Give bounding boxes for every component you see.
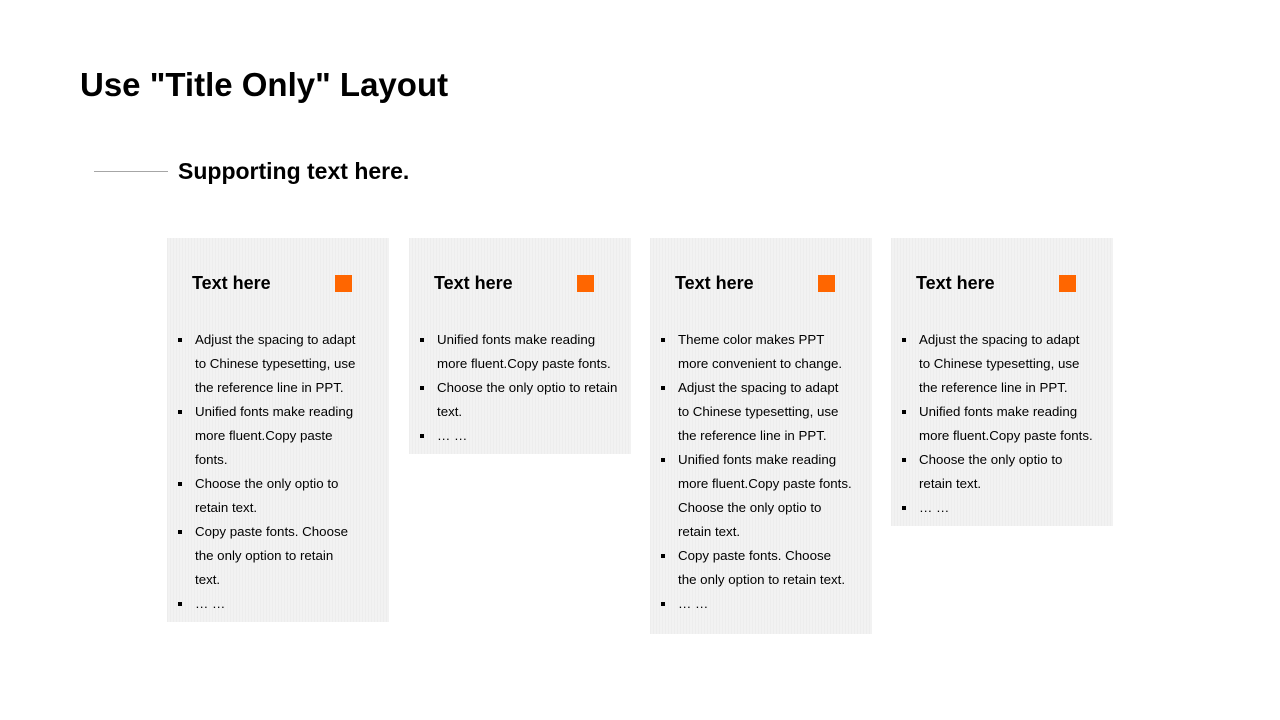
accent-square-icon: [1059, 275, 1076, 292]
text-card-1: [167, 238, 389, 622]
bullet-item: Copy paste fonts. Choose the only option to retain text.: [650, 544, 864, 592]
card-header: [167, 238, 389, 328]
bullet-item: Adjust the spacing to adapt to Chinese typesetting, use the reference line in PPT.: [891, 328, 1105, 400]
bullet-item: Choose the only optio to retain text.: [409, 376, 631, 424]
slide-title: Use "Title Only" Layout: [80, 66, 449, 103]
text-card-2: [409, 238, 631, 454]
bullet-list: [409, 328, 631, 454]
card-header: [650, 238, 872, 328]
bullet-item: Unified fonts make reading more fluent.Copy paste fonts.: [409, 328, 631, 376]
bullet-list: [167, 328, 373, 622]
bullet-list: [891, 328, 1105, 526]
accent-square-icon: [818, 275, 835, 292]
bullet-item: Adjust the spacing to adapt to Chinese typesetting, use the reference line in PPT.: [167, 328, 373, 400]
card-title: Text here: [192, 273, 271, 293]
card-title: Text here: [434, 273, 513, 293]
subtitle-text: Supporting text here.: [178, 157, 410, 184]
bullet-item: Unified fonts make reading more fluent.Copy paste fonts.: [891, 400, 1105, 448]
card-header: [409, 238, 631, 328]
subtitle-row: [94, 155, 409, 187]
bullet-item: Theme color makes PPT more convenient to change.: [650, 328, 864, 376]
card-title: Text here: [675, 273, 754, 293]
subtitle-rule: [94, 171, 168, 172]
bullet-item: Adjust the spacing to adapt to Chinese typesetting, use the reference line in PPT.: [650, 376, 864, 448]
bullet-item: Unified fonts make reading more fluent.Copy paste fonts.: [167, 400, 373, 472]
bullet-item: … …: [409, 424, 631, 448]
accent-square-icon: [577, 275, 594, 292]
bullet-item: … …: [891, 496, 1105, 520]
bullet-item: Copy paste fonts. Choose the only option to retain text.: [167, 520, 373, 592]
text-card-4: [891, 238, 1113, 526]
bullet-item: … …: [650, 592, 864, 616]
accent-square-icon: [335, 275, 352, 292]
bullet-item: … …: [167, 592, 373, 616]
bullet-item: Choose the only optio to retain text.: [891, 448, 1105, 496]
text-card-3: [650, 238, 872, 634]
bullet-item: Unified fonts make reading more fluent.Copy paste fonts. Choose the only optio to retain text.: [650, 448, 864, 544]
card-header: [891, 238, 1113, 328]
bullet-list: [650, 328, 864, 634]
card-title: Text here: [916, 273, 995, 293]
bullet-item: Choose the only optio to retain text.: [167, 472, 373, 520]
